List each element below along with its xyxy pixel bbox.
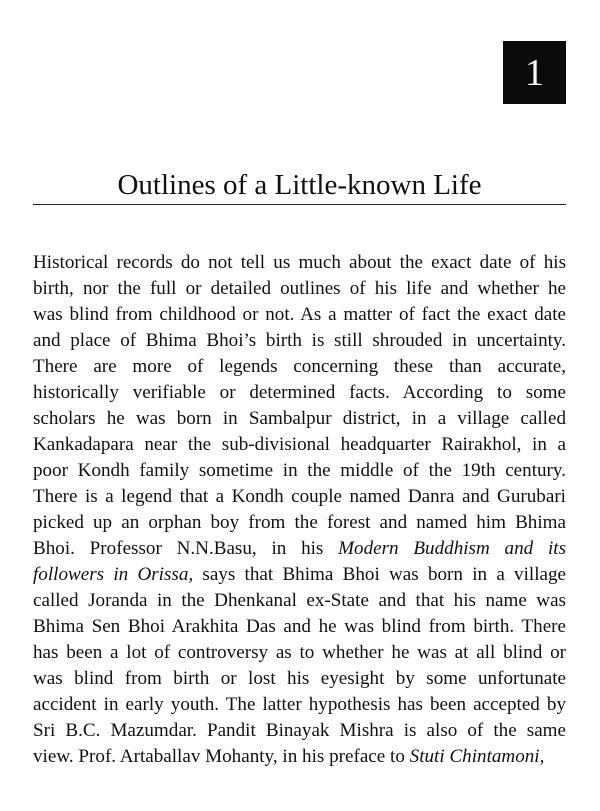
text-line [33,484,566,510]
text-span: view. Prof. Artaballav Mohanty, in his preface to [33,746,410,767]
text-line [33,666,566,692]
text-span: has been a lot of controversy as to whether he was at all blind or [33,642,566,663]
chapter-number-box [503,41,566,104]
text-span: accident in early youth. The latter hypothesis has been accepted by [33,694,566,715]
text-span: Sri B.C. Mazumdar. Pandit Binayak Mishra is also of the same [33,720,566,741]
text-span: picked up an orphan boy from the forest and named him Bhima [33,512,566,533]
text-span: Bhoi. Professor N.N.Basu, in his [33,538,339,559]
text-line [33,510,566,536]
text-span: Historical records do not tell us much about the exact date of his [33,252,566,273]
text-line [33,718,566,744]
text-span: scholars he was born in Sambalpur district, in a village called [33,408,566,429]
text-span: and place of Bhima Bhoi’s birth is still shrouded in uncertainty. [33,330,566,351]
text-line [33,432,566,458]
text-span: poor Kondh family sometime in the middle of the 19th century. [33,460,566,481]
text-span: Bhima Sen Bhoi Arakhita Das and he was blind from birth. There [33,616,566,637]
text-line [33,640,566,666]
text-line [33,536,566,562]
body-text [33,250,566,770]
text-line [33,562,566,588]
italic-title-span: Modern Buddhism and its [338,538,567,559]
text-line [33,380,566,406]
text-line [33,744,566,770]
text-span: was blind from childhood or not. As a matter of fact the exact date [33,304,566,325]
text-span: says that Bhima Bhoi was born in a village [193,564,567,585]
text-line [33,302,566,328]
chapter-title: Outlines of a Little-known Life [117,169,482,201]
text-line [33,458,566,484]
italic-title-span: followers in Orissa, [33,564,194,585]
text-line [33,614,566,640]
text-span: Kankadapara near the sub-divisional headquarter Rairakhol, in a [33,434,566,455]
text-span: called Joranda in the Dhenkanal ex-State and that his name was [33,590,566,611]
text-line [33,250,566,276]
text-span: birth, nor the full or detailed outlines of his life and whether he [33,278,566,299]
text-line [33,588,566,614]
text-span: was blind from birth or lost his eyesight by some unfortunate [33,668,566,689]
chapter-number: 1 [525,51,544,94]
text-line [33,692,566,718]
text-span: There is a legend that a Kondh couple named Danra and Gurubari [33,486,566,507]
text-line [33,406,566,432]
text-line [33,328,566,354]
text-line [33,276,566,302]
title-divider [33,204,566,205]
text-span: historically verifiable or determined facts. According to some [33,382,566,403]
text-span: There are more of legends concerning these than accurate, [33,356,566,377]
italic-title-span: Stuti Chintamoni, [409,746,545,767]
text-line [33,354,566,380]
